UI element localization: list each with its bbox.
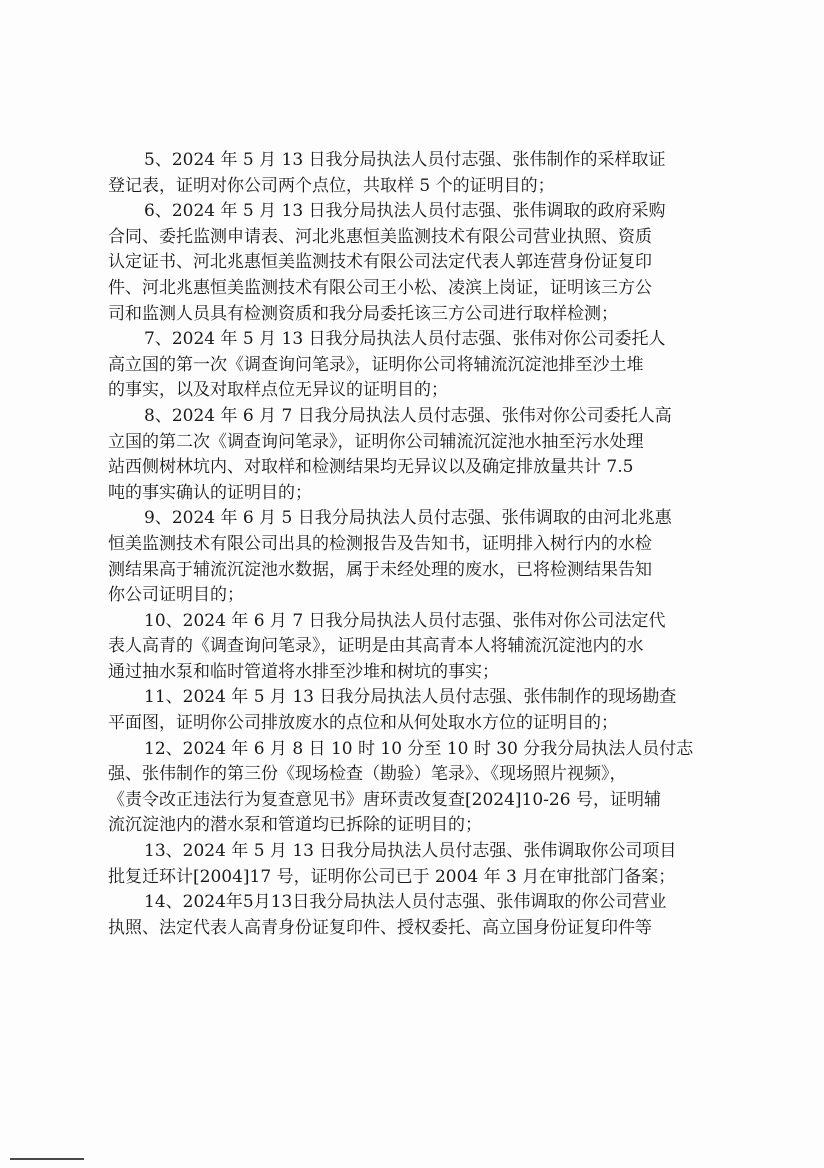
text-line: 的事实，以及对取样点位无异议的证明目的； xyxy=(108,380,448,401)
evidence-item-13 xyxy=(108,839,720,890)
evidence-item-12 xyxy=(108,737,720,839)
evidence-item-14 xyxy=(108,890,720,941)
text-line: 8、2024 年 6 月 7 日我分局执法人员付志强、张伟对你公司委托人高 xyxy=(144,405,672,426)
text-line: 平面图，证明你公司排放废水的点位和从何处取水方位的证明目的； xyxy=(108,713,618,734)
text-line: 站西侧树林坑内、对取样和检测结果均无异议以及确定排放量共计 7.5 xyxy=(108,457,634,478)
text-line: 6、2024 年 5 月 13 日我分局执法人员付志强、张伟调取的政府采购 xyxy=(144,201,666,222)
evidence-item-5 xyxy=(108,148,720,199)
evidence-item-7 xyxy=(108,327,720,404)
text-line: 10、2024 年 6 月 7 日我分局执法人员付志强、张伟对你公司法定代 xyxy=(144,610,666,631)
text-line: 恒美监测技术有限公司出具的检测报告及告知书，证明排入树行内的水检 xyxy=(108,533,652,554)
text-line: 认定证书、河北兆惠恒美监测技术有限公司法定代表人郭连营身份证复印 xyxy=(108,252,652,273)
text-line: 通过抽水泵和临时管道将水排至沙堆和树坑的事实； xyxy=(108,661,499,682)
evidence-item-9 xyxy=(108,506,720,608)
text-line: 合同、委托监测申请表、河北兆惠恒美监测技术有限公司营业执照、资质 xyxy=(108,226,652,247)
text-line: 11、2024 年 5 月 13 日我分局执法人员付志强、张伟制作的现场勘查 xyxy=(144,687,677,708)
text-line: 批复迁环计[2004]17 号，证明你公司已于 2004 年 3 月在审批部门备案； xyxy=(108,866,676,887)
text-line: 高立国的第一次《调查询问笔录》，证明你公司将辅流沉淀池排至沙土堆 xyxy=(108,354,644,375)
evidence-item-6 xyxy=(108,199,720,327)
document-body xyxy=(108,148,720,941)
evidence-item-10 xyxy=(108,609,720,686)
scan-edge-mark xyxy=(10,1158,84,1160)
evidence-item-11 xyxy=(108,685,720,736)
text-line: 14、2024年5月13日我分局执法人员付志强、张伟调取的你公司营业 xyxy=(144,892,667,913)
text-line: 《责令改正违法行为复查意见书》唐环责改复查[2024]10-26 号，证明辅 xyxy=(108,789,661,810)
text-line: 9、2024 年 6 月 5 日我分局执法人员付志强、张伟调取的由河北兆惠 xyxy=(144,508,672,529)
evidence-item-8 xyxy=(108,404,720,506)
text-line: 立国的第二次《调查询问笔录》，证明你公司辅流沉淀池水抽至污水处理 xyxy=(108,431,644,452)
text-line: 13、2024 年 5 月 13 日我分局执法人员付志强、张伟调取你公司项目 xyxy=(144,841,677,862)
text-line: 你公司证明目的； xyxy=(108,585,244,606)
text-line: 流沉淀池内的潜水泵和管道均已拆除的证明目的； xyxy=(108,815,482,836)
text-line: 执照、法定代表人高青身份证复印件、授权委托、高立国身份证复印件等 xyxy=(108,917,652,938)
text-line: 7、2024 年 5 月 13 日我分局执法人员付志强、张伟对你公司委托人 xyxy=(144,329,666,350)
text-line: 强、张伟制作的第三份《现场检查（勘验）笔录》、《现场照片视频》， xyxy=(108,764,627,785)
text-line: 表人高青的《调查询问笔录》，证明是由其高青本人将辅流沉淀池内的水 xyxy=(108,636,644,657)
text-line: 登记表，证明对你公司两个点位，共取样 5 个的证明目的； xyxy=(108,175,555,196)
text-line: 件、河北兆惠恒美监测技术有限公司王小松、凌滨上岗证，证明该三方公 xyxy=(108,277,652,298)
text-line: 吨的事实确认的证明目的； xyxy=(108,482,312,503)
text-line: 12、2024 年 6 月 8 日 10 时 10 分至 10 时 30 分我分局执法人员付志 xyxy=(144,738,694,759)
text-line: 5、2024 年 5 月 13 日我分局执法人员付志强、张伟制作的采样取证 xyxy=(144,150,666,170)
text-line: 司和监测人员具有检测资质和我分局委托该三方公司进行取样检测； xyxy=(108,303,618,324)
text-line: 测结果高于辅流沉淀池水数据，属于未经处理的废水，已将检测结果告知 xyxy=(108,559,652,580)
